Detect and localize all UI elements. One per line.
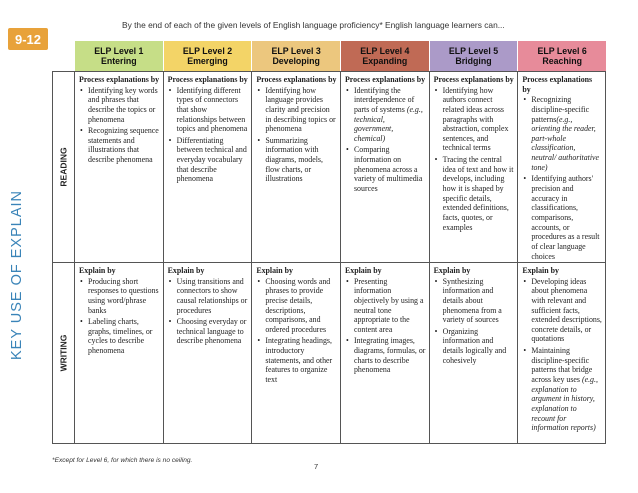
level-title: ELP Level 2 [182, 45, 233, 56]
writing-cell-6 [517, 263, 606, 444]
bullet-item: • Organizing information and details logically and cohesively [434, 327, 515, 366]
level-header-2 [163, 41, 252, 71]
cell-heading: Explain by [522, 266, 559, 275]
cell-heading: Process explanations by [79, 75, 160, 84]
grade-band-badge: 9-12 [8, 28, 48, 50]
level-title: ELP Level 4 [360, 45, 410, 56]
reading-cell-3 [251, 71, 340, 263]
footnote: *Except for Level 6, for which there is no ceiling. [52, 457, 193, 464]
cell-heading: Explain by [256, 266, 293, 275]
bullet-item: • Identifying authors' precision and accuracy in classifications, comparisons, accounts, or procedures as a result of clear language choices [522, 174, 602, 261]
level-name: Reaching [542, 56, 582, 66]
level-title: ELP Level 1 [94, 45, 144, 56]
bullet-item: • Recognizing sequence statements and illustrations that describe phenomena [79, 126, 160, 165]
level-header-4 [340, 41, 429, 71]
cell-heading: Process explanations by [167, 75, 248, 84]
reading-cell-4 [340, 71, 429, 263]
level-name: Bridging [455, 56, 492, 66]
cell-heading: Process explanations by [256, 75, 337, 84]
cell-bullet-list [434, 86, 515, 233]
cell-bullet-list [522, 277, 602, 433]
cell-bullet-list [168, 277, 249, 346]
table-corner [52, 41, 74, 71]
level-name: Developing [272, 56, 320, 66]
bullet-item: • Developing ideas about phenomena with relevant and sufficient facts, extended descriptions, concrete details, or quotations [522, 277, 602, 344]
bullet-item: • Tracing the central idea of text and how it develops, including how it is shaped by specific details, extended definitions, facts, quotes, or examples [434, 155, 515, 232]
cell-heading: Process explanations by [522, 75, 593, 94]
elp-levels-table [52, 41, 606, 444]
level-header-5 [429, 41, 518, 71]
bullet-item: • Identifying how language provides clarity and precision in describing topics or phenomena [256, 86, 337, 134]
level-name: Expanding [362, 56, 408, 66]
page-number: 7 [314, 462, 319, 471]
reading-cell-1 [74, 71, 163, 263]
bullet-item: • Identifying how authors connect related ideas across paragraphs with abstraction, complex sentences, and technical terms [434, 86, 515, 153]
intro-statement: By the end of each of the given levels of English language proficiency* English language learners can... [122, 20, 505, 30]
level-header-3 [251, 41, 340, 71]
bullet-item: • Summarizing information with diagrams, models, flow charts, or illustrations [256, 136, 337, 184]
cell-heading: Explain by [344, 266, 382, 275]
bullet-item: • Comparing information on phenomena across a variety of multimedia sources [345, 145, 426, 193]
writing-cell-4 [340, 263, 429, 444]
cell-bullet-list [345, 86, 426, 194]
bullet-item: • Producing short responses to questions using word/phrase banks [79, 277, 160, 316]
level-name: Emerging [187, 56, 228, 66]
bullet-item: • Identifying different types of connectors that show relationships between topics and phenomena [168, 86, 249, 134]
reading-cell-6 [517, 71, 606, 263]
level-name: Entering [100, 56, 137, 66]
reading-cell-2 [163, 71, 252, 263]
cell-heading: Explain by [79, 266, 116, 275]
cell-bullet-list [256, 277, 337, 385]
bullet-item: • Integrating images, diagrams, formulas, or charts to describe phenomena [345, 336, 426, 375]
level-title: ELP Level 6 [537, 45, 587, 56]
cell-heading: Process explanations by [433, 75, 514, 84]
row-label-text: WRITING [58, 334, 69, 372]
row-label-writing [52, 263, 74, 444]
reading-cell-5 [429, 71, 518, 263]
key-use-label-text: KEY USE OF EXPLAIN [9, 189, 26, 361]
key-use-side-label [2, 190, 32, 360]
row-label-text: READING [58, 147, 69, 187]
level-header-6 [517, 41, 606, 71]
cell-bullet-list [168, 86, 249, 184]
level-title: ELP Level 3 [271, 45, 321, 56]
bullet-item: • Maintaining discipline-specific patterns that bridge across key uses (e.g., explanation to argument in history, explanation to recount for information reports) [522, 346, 602, 433]
cell-heading: Explain by [167, 266, 205, 275]
writing-cell-5 [429, 263, 518, 444]
writing-cell-3 [251, 263, 340, 444]
bullet-item: • Differentiating between technical and everyday vocabulary that describe phenomena [168, 136, 249, 184]
bullet-item: • Presenting information objectively by using a neutral tone appropriate to the content area [345, 277, 426, 335]
cell-bullet-list [434, 277, 515, 366]
bullet-item: • Choosing everyday or technical language to describe phenomena [168, 317, 249, 346]
cell-bullet-list [522, 95, 602, 261]
cell-heading: Explain by [433, 266, 471, 275]
cell-heading: Process explanations by [344, 75, 426, 84]
bullet-item: • Using transitions and connectors to show causal relationships or procedures [168, 277, 249, 316]
bullet-item: • Choosing words and phrases to provide precise details, descriptions, comparisons, and ordered procedures [256, 277, 337, 335]
bullet-item: • Recognizing discipline-specific patterns(e.g., orienting the reader, part-whole classification, neutral/ authoritative tone) [522, 95, 602, 172]
writing-cell-2 [163, 263, 252, 444]
cell-bullet-list [79, 86, 160, 165]
writing-cell-1 [74, 263, 163, 444]
level-title: ELP Level 5 [448, 45, 499, 56]
bullet-item: • Synthesizing information and details about phenomena from a variety of sources [434, 277, 515, 325]
level-header-1 [74, 41, 163, 71]
bullet-item: • Labeling charts, graphs, timelines, or cycles to describe phenomena [79, 317, 160, 356]
row-label-reading [52, 71, 74, 263]
bullet-item: • Integrating headings, introductory statements, and other features to organize text [256, 336, 337, 384]
cell-bullet-list [345, 277, 426, 375]
cell-bullet-list [79, 277, 160, 356]
bullet-item: • Identifying key words and phrases that describe the topics or phenomena [79, 86, 160, 125]
bullet-item: • Identifying the interdependence of parts of systems (e.g., technical, government, chemical) [345, 86, 426, 144]
cell-bullet-list [256, 86, 337, 184]
